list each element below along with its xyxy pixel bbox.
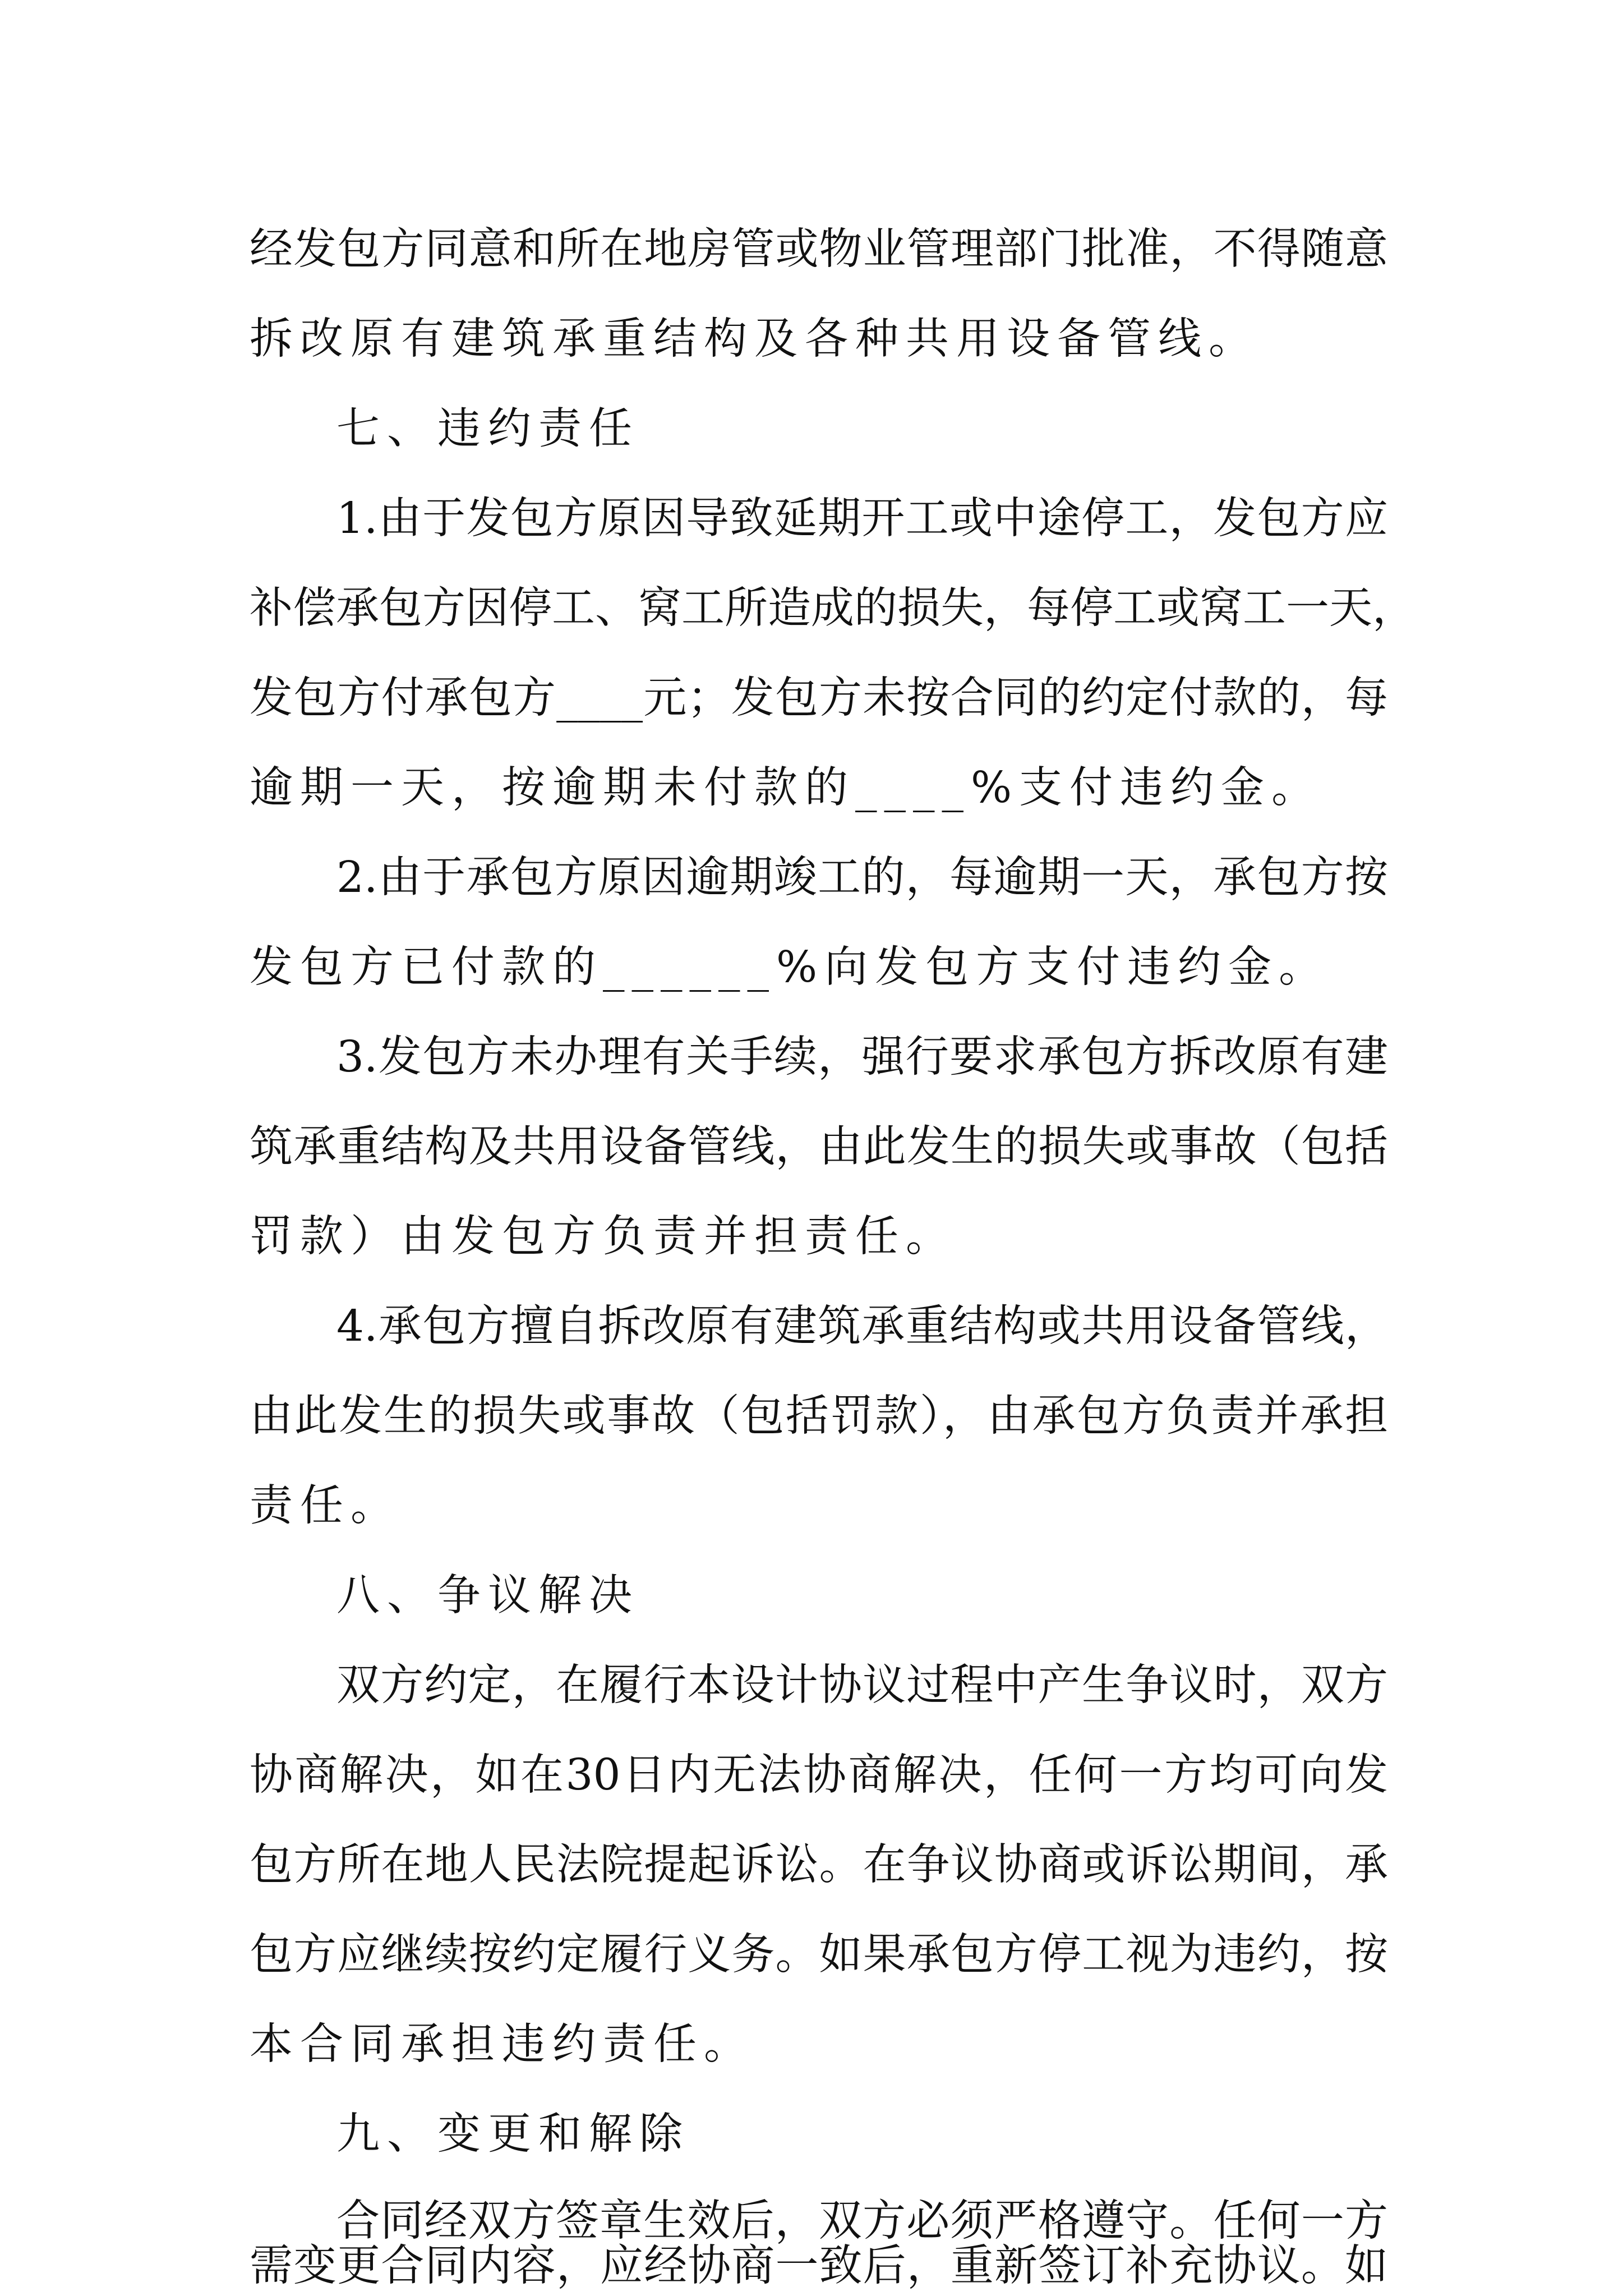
- paragraph-line: 罚款）由发包方负责并担责任。: [250, 1212, 956, 1262]
- paragraph-line: 经发包方同意和所在地房管或物业管理部门批准，不得随意: [250, 224, 1388, 274]
- section-heading: 九、变更和解除: [336, 2109, 690, 2159]
- paragraph-line: 双方约定，在履行本设计协议过程中产生争议时，双方: [336, 1660, 1388, 1710]
- section-heading: 八、争议解决: [336, 1571, 639, 1621]
- paragraph-line: 4.承包方擅自拆改原有建筑承重结构或共用设备管线，: [336, 1301, 1388, 1351]
- paragraph-line: 发包方付承包方____元；发包方未按合同的约定付款的，每: [250, 673, 1388, 723]
- paragraph-line: 本合同承担违约责任。: [250, 2019, 754, 2069]
- paragraph-line: 拆改原有建筑承重结构及各种共用设备管线。: [250, 314, 1259, 364]
- section-heading: 七、违约责任: [336, 404, 639, 454]
- paragraph-line: 包方所在地人民法院提起诉讼。在争议协商或诉讼期间，承: [250, 1840, 1388, 1890]
- paragraph-line: 合同经双方签章生效后，双方必须严格遵守。任何一方: [336, 2196, 1388, 2246]
- paragraph-line: 由此发生的损失或事故（包括罚款），由承包方负责并承担: [250, 1391, 1388, 1441]
- paragraph-line: 逾期一天，按逾期未付款的____%支付违约金。: [250, 763, 1322, 813]
- paragraph-line: 需变更合同内容，应经协商一致后，重新签订补充协议。如: [250, 2241, 1388, 2291]
- paragraph-line: 2.由于承包方原因逾期竣工的，每逾期一天，承包方按: [336, 853, 1388, 903]
- paragraph-line: 发包方已付款的______%向发包方支付违约金。: [250, 942, 1330, 992]
- paragraph-line: 包方应继续按约定履行义务。如果承包方停工视为违约，按: [250, 1930, 1388, 1980]
- paragraph-line: 责任。: [250, 1481, 401, 1531]
- paragraph-line: 补偿承包方因停工、窝工所造成的损失，每停工或窝工一天，: [250, 583, 1415, 633]
- paragraph-line: 协商解决，如在30日内无法协商解决，任何一方均可向发: [250, 1750, 1388, 1800]
- paragraph-line: 筑承重结构及共用设备管线，由此发生的损失或事故（包括: [250, 1122, 1388, 1172]
- paragraph-line: 1.由于发包方原因导致延期开工或中途停工，发包方应: [336, 494, 1388, 544]
- paragraph-line: 3.发包方未办理有关手续，强行要求承包方拆改原有建: [336, 1032, 1388, 1082]
